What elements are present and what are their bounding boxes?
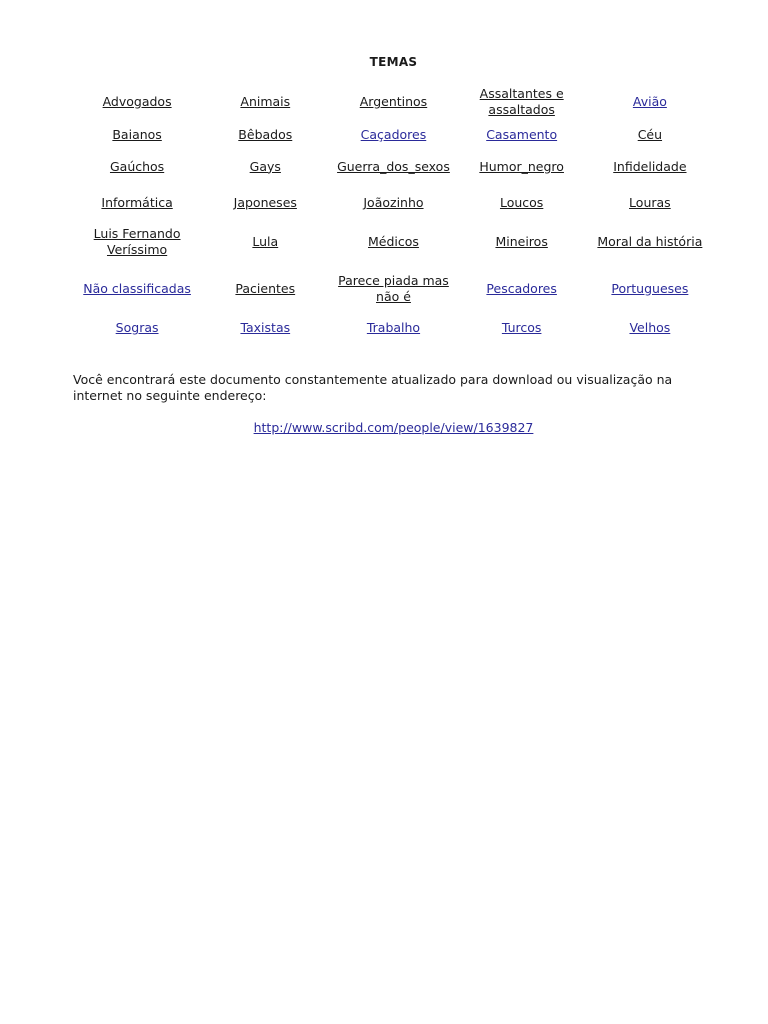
page-title: TEMAS: [369, 55, 418, 69]
url-line: [0, 420, 768, 435]
scribd-url-link[interactable]: http://www.scribd.com/people/view/1639827: [253, 420, 534, 435]
theme-link-humor-negro[interactable]: Humor_negro: [479, 158, 564, 174]
theme-link-mineiros[interactable]: Mineiros: [495, 233, 548, 249]
update-note: Você encontrará este documento constantemente atualizado para download ou visualização na internet no seguinte endereço:: [73, 372, 673, 403]
theme-link-luis-fernando-verissimo[interactable]: Luis Fernando Veríssimo: [93, 225, 181, 257]
table-cell: [458, 150, 586, 183]
theme-link-bebados[interactable]: Bêbados: [238, 127, 293, 142]
table-cell: [73, 317, 201, 339]
table-cell: [586, 183, 714, 223]
table-cell: [458, 120, 586, 150]
table-row: [73, 183, 714, 223]
table-cell: [329, 223, 457, 260]
table-cell: [201, 223, 329, 260]
table-cell: [201, 260, 329, 317]
theme-link-infidelidade[interactable]: Infidelidade: [613, 158, 687, 174]
table-cell: [201, 84, 329, 120]
theme-link-taxistas[interactable]: Taxistas: [240, 320, 291, 335]
table-cell: [329, 183, 457, 223]
theme-link-turcos[interactable]: Turcos: [501, 320, 542, 335]
theme-link-baianos[interactable]: Baianos: [112, 127, 162, 142]
theme-link-velhos[interactable]: Velhos: [629, 320, 671, 335]
theme-link-cacadores[interactable]: Caçadores: [360, 127, 427, 142]
table-row: [73, 260, 714, 317]
table-cell: [586, 120, 714, 150]
theme-link-informatica[interactable]: Informática: [101, 195, 173, 210]
table-cell: [458, 183, 586, 223]
table-row: [73, 84, 714, 120]
theme-link-medicos[interactable]: Médicos: [368, 233, 419, 249]
theme-link-ceu[interactable]: Céu: [637, 127, 663, 142]
table-cell: [329, 317, 457, 339]
theme-link-guerra-dos-sexos[interactable]: Guerra_dos_sexos: [337, 158, 450, 174]
table-cell: [329, 260, 457, 317]
theme-link-casamento[interactable]: Casamento: [486, 127, 558, 142]
table-cell: [73, 260, 201, 317]
theme-link-moral-da-historia[interactable]: Moral da história: [597, 233, 703, 249]
theme-link-parece-piada[interactable]: Parece piada mas não é: [338, 272, 449, 304]
theme-link-sogras[interactable]: Sogras: [115, 320, 159, 335]
table-cell: [458, 84, 586, 120]
table-cell: [73, 150, 201, 183]
table-cell: [458, 317, 586, 339]
table-row: [73, 120, 714, 150]
theme-link-gays[interactable]: Gays: [249, 158, 281, 174]
theme-link-pacientes[interactable]: Pacientes: [235, 280, 296, 296]
theme-link-aviao[interactable]: Avião: [632, 94, 667, 109]
table-cell: [201, 120, 329, 150]
table-cell: [73, 84, 201, 120]
table-cell: [329, 150, 457, 183]
theme-link-advogados[interactable]: Advogados: [102, 94, 172, 109]
theme-link-louras[interactable]: Louras: [629, 195, 671, 210]
table-cell: [458, 223, 586, 260]
theme-link-trabalho[interactable]: Trabalho: [366, 320, 421, 335]
table-cell: [201, 183, 329, 223]
table-cell: [329, 84, 457, 120]
table-cell: [329, 120, 457, 150]
theme-link-joaozinho[interactable]: Joãozinho: [363, 195, 424, 210]
table-cell: [201, 150, 329, 183]
theme-link-argentinos[interactable]: Argentinos: [359, 94, 428, 109]
table-cell: [586, 317, 714, 339]
theme-link-lula[interactable]: Lula: [252, 233, 279, 249]
table-cell: [73, 183, 201, 223]
table-cell: [586, 84, 714, 120]
theme-link-animais[interactable]: Animais: [240, 94, 291, 109]
table-cell: [586, 223, 714, 260]
theme-link-gauchos[interactable]: Gaúchos: [109, 158, 165, 174]
table-row: [73, 150, 714, 183]
table-cell: [201, 317, 329, 339]
themes-table: [73, 84, 714, 339]
theme-link-portugueses[interactable]: Portugueses: [611, 280, 689, 296]
theme-link-nao-classificadas[interactable]: Não classificadas: [83, 280, 191, 296]
theme-link-pescadores[interactable]: Pescadores: [486, 280, 557, 296]
table-cell: [73, 120, 201, 150]
theme-link-loucos[interactable]: Loucos: [499, 195, 544, 210]
table-row: [73, 223, 714, 260]
table-cell: [586, 260, 714, 317]
table-cell: [73, 223, 201, 260]
table-row: [73, 317, 714, 339]
theme-link-japoneses[interactable]: Japoneses: [233, 195, 297, 210]
theme-link-assaltantes[interactable]: Assaltantes e assaltados: [479, 86, 564, 117]
table-cell: [458, 260, 586, 317]
table-cell: [586, 150, 714, 183]
